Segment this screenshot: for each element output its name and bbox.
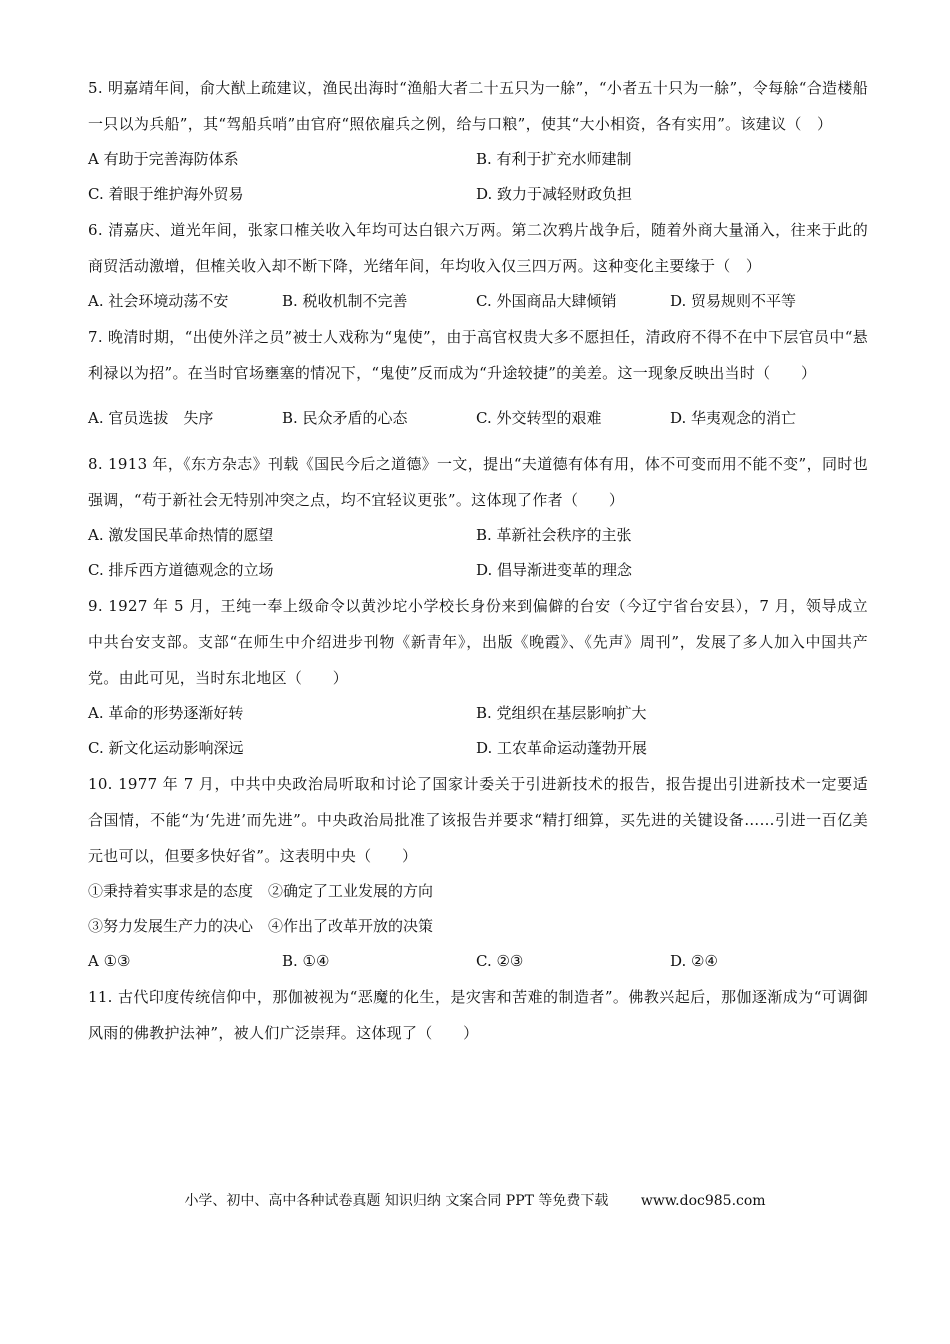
page-footer bbox=[0, 1190, 950, 1212]
option-c: C. 着眼于维护海外贸易 bbox=[88, 185, 244, 203]
options bbox=[88, 944, 868, 979]
options bbox=[88, 284, 868, 319]
option-d: D. 倡导渐进变革的理念 bbox=[476, 561, 633, 579]
option-d: D. 华夷观念的消亡 bbox=[670, 409, 797, 427]
question-stem: 10. 1977 年 7 月，中共中央政治局听取和讨论了国家计委关于引进新技术的报告，报告提出引进新技术一定要适合国情，不能“为‘先进’而先进”。中央政治局批准了该报告并要求“精打细算，买先进的关键设备……引进一百亿美元也可以，但要多快好省”。这表明中央（ ） bbox=[88, 775, 868, 865]
option-c: C. 外国商品大肆倾销 bbox=[476, 292, 617, 310]
option-b: B. 有利于扩充水师建制 bbox=[476, 150, 632, 168]
question-7 bbox=[88, 319, 868, 446]
question-stem: 8. 1913 年，《东方杂志》刊载《国民今后之道德》一文，提出“夫道德有体有用，体不可变而用不能不变”，同时也强调，“苟于新社会无特别冲突之点，均不宜轻议更张”。这体现了作者（ ） bbox=[88, 455, 868, 509]
option-c: C. 外交转型的艰难 bbox=[476, 409, 602, 427]
question-8 bbox=[88, 446, 868, 588]
option-d: D. 工农革命运动蓬勃开展 bbox=[476, 739, 648, 757]
exam-page bbox=[88, 70, 868, 1051]
option-d: D. 致力于减轻财政负担 bbox=[476, 185, 633, 203]
option-b: B. 党组织在基层影响扩大 bbox=[476, 704, 647, 722]
question-6 bbox=[88, 212, 868, 319]
question-stem: 5. 明嘉靖年间，俞大猷上疏建议，渔民出海时“渔船大者二十五只为一艅”，“小者五十只为一艅”，令每艅“合造楼船一只以为兵船”，其“驾船兵哨”由官府“照依雇兵之例，给与口粮”，使其“大小相资，各有实用”。该建议（ ） bbox=[88, 79, 868, 133]
sub-item: ①秉持着实事求是的态度 ②确定了工业发展的方向 bbox=[88, 882, 434, 900]
option-b: B. 民众矛盾的心态 bbox=[282, 409, 408, 427]
option-c: C. ②③ bbox=[476, 952, 524, 970]
question-5 bbox=[88, 70, 868, 212]
option-a: A. 社会环境动荡不安 bbox=[88, 292, 229, 310]
options bbox=[88, 518, 868, 588]
option-a: A. 激发国民革命热情的愿望 bbox=[88, 526, 274, 544]
option-b: B. ①④ bbox=[282, 952, 330, 970]
footer-text: 小学、初中、高中各种试卷真题 知识归纳 文案合同 PPT 等免费下载 bbox=[184, 1193, 609, 1209]
option-c: C. 排斥西方道德观念的立场 bbox=[88, 561, 274, 579]
footer-url[interactable]: www.doc985.com bbox=[640, 1193, 766, 1209]
option-a: A ①③ bbox=[88, 952, 131, 970]
option-b: B. 革新社会秩序的主张 bbox=[476, 526, 632, 544]
question-stem: 6. 清嘉庆、道光年间，张家口榷关收入年均可达白银六万两。第二次鸦片战争后，随着外商大量涌入，往来于此的商贸活动激增，但榷关收入却不断下降，光绪年间，年均收入仅三四万两。这种变化主要缘于（ ） bbox=[88, 221, 868, 275]
option-a: A. 官员选拔 失序 bbox=[88, 409, 214, 427]
options bbox=[88, 401, 868, 436]
option-c: C. 新文化运动影响深远 bbox=[88, 739, 244, 757]
question-stem: 11. 古代印度传统信仰中，那伽被视为“恶魔的化生，是灾害和苦难的制造者”。佛教兴起后，那伽逐渐成为“可调御风雨的佛教护法神”，被人们广泛崇拜。这体现了（ ） bbox=[88, 988, 868, 1042]
sub-item: ③努力发展生产力的决心 ④作出了改革开放的决策 bbox=[88, 917, 434, 935]
option-a: A 有助于完善海防体系 bbox=[88, 150, 239, 168]
question-10 bbox=[88, 766, 868, 979]
option-a: A. 革命的形势逐渐好转 bbox=[88, 704, 244, 722]
option-b: B. 税收机制不完善 bbox=[282, 292, 408, 310]
question-9 bbox=[88, 588, 868, 766]
option-d: D. 贸易规则不平等 bbox=[670, 292, 797, 310]
options bbox=[88, 696, 868, 766]
question-stem: 7. 晚清时期，“出使外洋之员”被士人戏称为“鬼使”，由于高官权贵大多不愿担任，清政府不得不在中下层官员中“悬利禄以为招”。在当时官场壅塞的情况下，“鬼使”反而成为“升途较捷”的美差。这一现象反映出当时（ ） bbox=[88, 328, 868, 382]
question-11 bbox=[88, 979, 868, 1051]
options bbox=[88, 142, 868, 212]
question-stem: 9. 1927 年 5 月，王纯一奉上级命令以黄沙坨小学校长身份来到偏僻的台安（今辽宁省台安县），7 月，领导成立中共台安支部。支部“在师生中介绍进步刊物《新青年》，出版《晚霞》、《先声》周刊”，发展了多人加入中国共产党。由此可见，当时东北地区（ ） bbox=[88, 597, 868, 687]
option-d: D. ②④ bbox=[670, 952, 718, 970]
